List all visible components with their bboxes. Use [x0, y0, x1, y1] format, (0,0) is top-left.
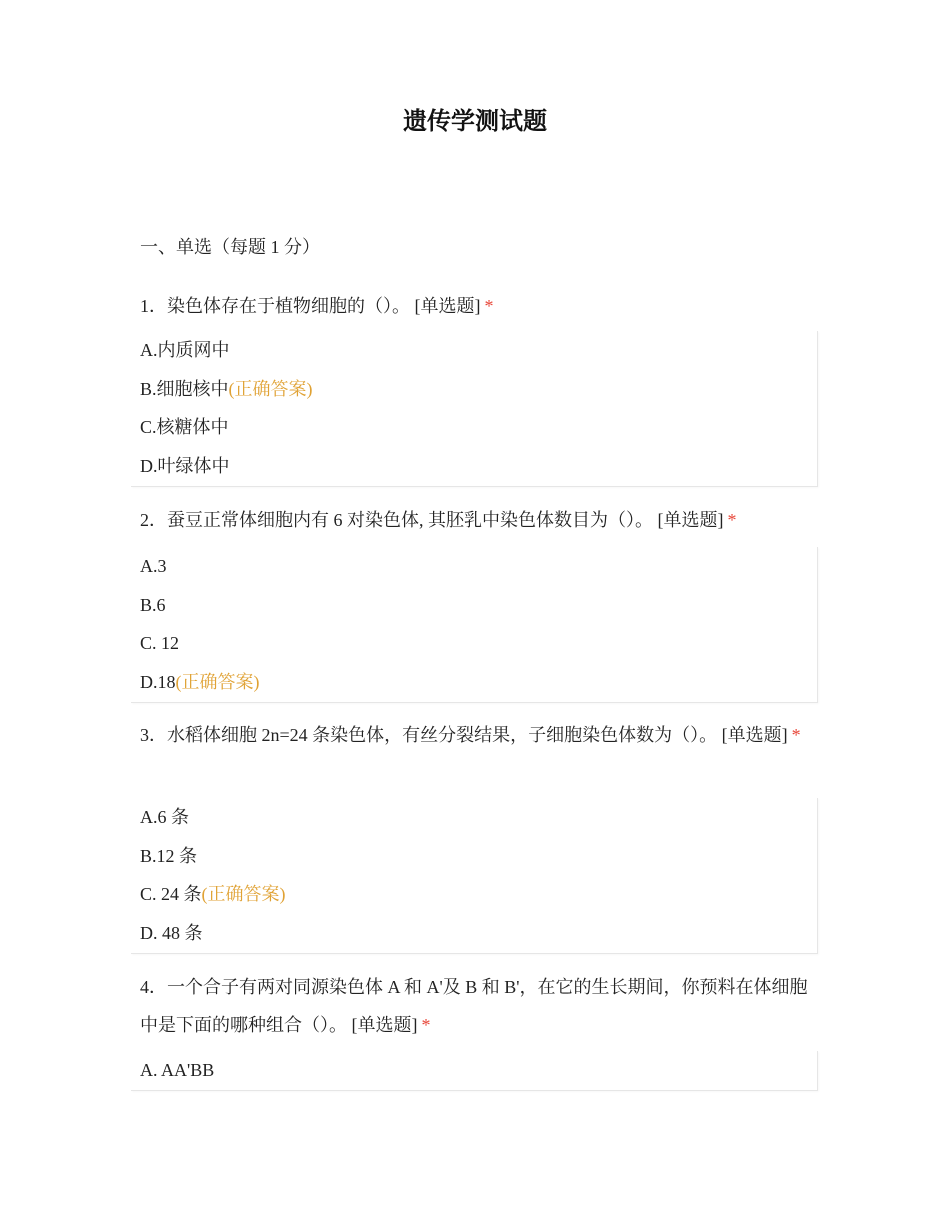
question-text: 4．一个合子有两对同源染色体 A 和 A'及 B 和 B'，在它的生长期间，你预料在体细胞中是下面的哪种组合（）。 — [140, 977, 808, 1035]
option-label: A.6 条 — [140, 807, 189, 827]
option-label: C. 24 条 — [140, 884, 202, 905]
option-label: D. 48 条 — [140, 923, 203, 944]
option-label: B.12 条 — [140, 845, 198, 866]
option-3-c[interactable] — [131, 875, 817, 914]
option-3-b[interactable] — [131, 837, 817, 876]
options-list-4 — [131, 1051, 818, 1091]
correct-answer-tag: (正确答案) — [201, 884, 286, 905]
option-4-a[interactable] — [131, 1051, 817, 1090]
option-label: C. 12 — [140, 633, 180, 654]
option-label: A. AA'BB — [140, 1060, 215, 1080]
page-title: 遗传学测试题 — [403, 109, 547, 135]
question-2 — [140, 501, 812, 539]
question-4 — [140, 968, 812, 1044]
required-marker: * — [791, 725, 801, 745]
option-2-b[interactable] — [131, 586, 817, 625]
option-label: D.叶绿体中 — [140, 456, 230, 477]
option-label: B.细胞核中 — [140, 378, 229, 399]
option-3-d[interactable] — [131, 914, 817, 953]
option-3-a[interactable] — [131, 798, 817, 837]
question-type-tag: [单选题] — [414, 296, 481, 316]
correct-answer-tag: (正确答案) — [175, 672, 260, 693]
section-heading: 一、单选（每题 1 分） — [140, 237, 320, 257]
option-label: D.18 — [140, 672, 176, 693]
option-label: B.6 — [140, 594, 166, 615]
option-1-a[interactable] — [131, 331, 817, 370]
option-label: A.3 — [140, 556, 167, 576]
question-type-tag: [单选题] — [657, 510, 724, 530]
required-marker: * — [727, 510, 737, 530]
options-list-3 — [131, 798, 818, 954]
question-text: 1．染色体存在于植物细胞的（）。 — [140, 296, 410, 316]
option-label: C.核糖体中 — [140, 417, 229, 438]
option-1-c[interactable] — [131, 408, 817, 447]
required-marker: * — [421, 1015, 431, 1035]
question-type-tag: [单选题] — [721, 725, 788, 745]
option-1-b[interactable] — [131, 370, 817, 409]
options-list-2 — [131, 547, 818, 703]
question-text: 3．水稻体细胞 2n=24 条染色体，有丝分裂结果，子细胞染色体数为（）。 — [140, 725, 718, 745]
question-1 — [140, 287, 812, 325]
option-label: A.内质网中 — [140, 340, 230, 360]
question-type-tag: [单选题] — [351, 1015, 418, 1035]
option-2-a[interactable] — [131, 547, 817, 586]
required-marker: * — [484, 296, 494, 316]
question-3 — [140, 716, 812, 754]
correct-answer-tag: (正确答案) — [228, 378, 313, 399]
option-2-c[interactable] — [131, 624, 817, 663]
question-text: 2．蚕豆正常体细胞内有 6 对染色体, 其胚乳中染色体数目为（）。 — [140, 510, 653, 530]
option-2-d[interactable] — [131, 663, 817, 702]
options-list-1 — [131, 331, 818, 487]
option-1-d[interactable] — [131, 447, 817, 486]
